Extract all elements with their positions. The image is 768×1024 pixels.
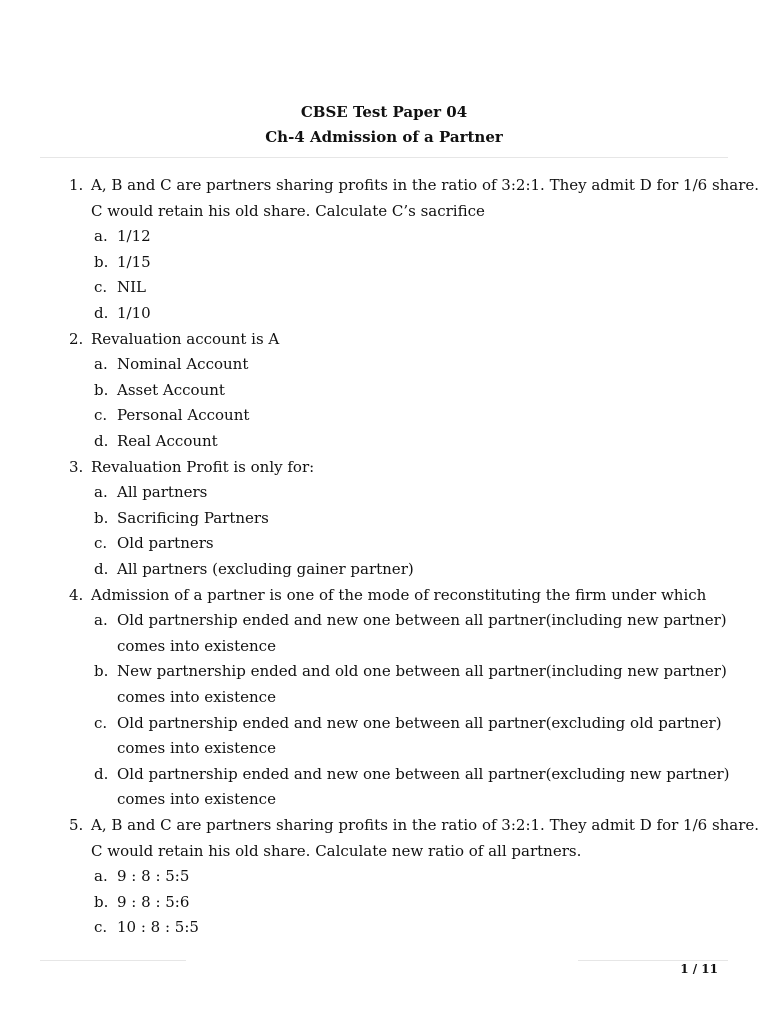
option-text: comes into existence [117, 688, 276, 706]
option-label: d. [94, 304, 109, 322]
option-label: d. [94, 560, 109, 578]
option-text: All partners [117, 483, 208, 502]
option-label: c. [94, 918, 108, 937]
question-text: Admission of a partner is one of the mode of reconstituting the firm under which [91, 585, 707, 604]
option-label: b. [94, 380, 109, 399]
option-text: All partners (excluding gainer partner) [117, 560, 414, 578]
question-text: C would retain his old share. Calculate C’s sacrifice [91, 201, 485, 220]
question-text: Revaluation account is A [91, 329, 280, 348]
option-label: b. [94, 252, 109, 271]
option-label: a. [94, 355, 108, 374]
option-text: NIL [117, 278, 147, 297]
question-number: 1. [69, 176, 84, 194]
option-label: c. [94, 713, 108, 732]
option-label: c. [94, 534, 108, 553]
option-text: 1/10 [117, 304, 151, 322]
option-text: 10 : 8 : 5:5 [117, 918, 199, 937]
option-text: New partnership ended and old one between all partner(including new partner) [117, 662, 727, 681]
question-text: C would retain his old share. Calculate new ratio of all partners. [91, 841, 582, 860]
option-text: Nominal Account [117, 355, 249, 374]
option-label: d. [94, 764, 109, 783]
chapter-subtitle: Ch-4 Admission of a Partner [265, 128, 503, 146]
question-text: A, B and C are partners sharing profits in the ratio of 3:2:1. They admit D for 1/6 share. [91, 176, 760, 194]
question-number: 4. [69, 585, 84, 604]
header-divider [40, 157, 728, 158]
option-text: Old partners [117, 534, 214, 553]
option-text: 1/15 [117, 252, 151, 271]
option-text: Old partnership ended and new one between all partner(including new partner) [117, 611, 727, 630]
option-text: comes into existence [117, 636, 276, 655]
option-text: Personal Account [117, 406, 250, 425]
option-label: a. [94, 867, 108, 886]
footer-divider-left [40, 960, 186, 961]
question-number: 5. [69, 816, 84, 834]
option-label: c. [94, 406, 108, 425]
option-text: comes into existence [117, 790, 276, 809]
option-text: 1/12 [117, 227, 151, 246]
option-label: b. [94, 892, 109, 911]
option-text: comes into existence [117, 739, 276, 758]
option-label: c. [94, 278, 108, 297]
question-number: 2. [69, 329, 84, 348]
page-number: 1 / 11 [680, 962, 718, 976]
page-title: CBSE Test Paper 04 [300, 103, 468, 121]
option-text: Old partnership ended and new one between all partner(excluding old partner) [117, 713, 722, 732]
option-text: Old partnership ended and new one between all partner(excluding new partner) [117, 764, 730, 783]
option-text: Real Account [117, 432, 218, 450]
option-label: b. [94, 662, 109, 681]
question-number: 3. [69, 457, 84, 476]
option-text: 9 : 8 : 5:6 [117, 892, 190, 911]
option-text: Sacrificing Partners [117, 508, 269, 527]
option-label: d. [94, 432, 109, 450]
option-text: Asset Account [117, 380, 225, 399]
question-text: Revaluation Profit is only for: [91, 457, 315, 476]
question-text: A, B and C are partners sharing profits in the ratio of 3:2:1. They admit D for 1/6 share. [91, 816, 760, 834]
option-label: a. [94, 483, 108, 502]
option-label: a. [94, 227, 108, 246]
option-label: b. [94, 508, 109, 527]
option-label: a. [94, 611, 108, 630]
option-text: 9 : 8 : 5:5 [117, 867, 190, 886]
